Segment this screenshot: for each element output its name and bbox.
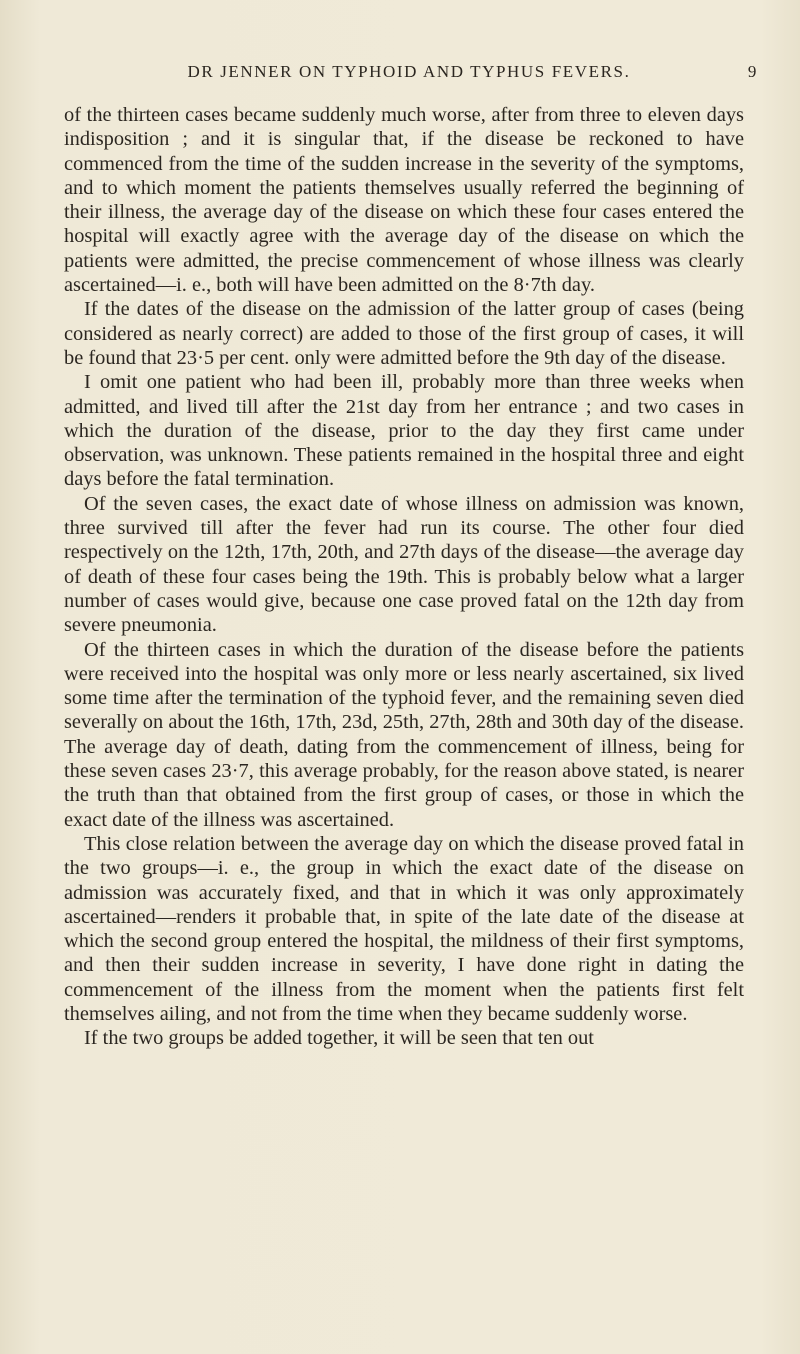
- paragraph: I omit one patient who had been ill, probably more than three weeks when admitted, and lived till after the 21st day from her entrance ; and two cases in which the duration of the disease, prior to the day they first came under observation, was unknown. These patients remained in the hospital three and eight days before the fatal termination.: [64, 371, 744, 491]
- paragraph: Of the thirteen cases in which the duration of the disease before the patients were received into the hospital was only more or less nearly ascertained, six lived some time after the termination of the typhoid fever, and the remaining seven died severally on about the 16th, 17th, 23d, 25th, 27th, 28th and 30th day of the disease. The average day of death, dating from the commencement of illness, being for these seven cases 23·7, this average probably, for the reason above stated, is nearer the truth than that obtained from the first group of cases, or those in which the exact date of the illness was ascertained.: [64, 638, 744, 831]
- running-head-title: DR JENNER ON TYPHOID AND TYPHUS FEVERS.: [187, 62, 631, 81]
- paragraph: Of the seven cases, the exact date of whose illness on admission was known, three survived till after the fever had run its course. The other four died respectively on the 12th, 17th, 20th, and 27th days of the disease—the average day of death of these four cases being the 19th. This is probably below what a larger number of cases would give, because one case proved fatal on the 12th day from severe pneumonia.: [64, 492, 744, 637]
- page-number: 9: [747, 62, 758, 81]
- paragraph: If the dates of the disease on the admission of the latter group of cases (being considered as nearly correct) are added to those of the first group of cases, it will be found that 23·5 per cent. only were admitted before the 9th day of the disease.: [64, 298, 744, 369]
- paragraph: of the thirteen cases became suddenly much worse, after from three to eleven days indisposition ; and it is singular that, if the disease be reckoned to have commenced from the time of the sudden increase in the severity of the symptoms, and to which moment the patients themselves usually referred the beginning of their illness, the average day of the disease on which these four cases entered the hospital will exactly agree with the average day of the disease on which the patients were admitted, the precise commencement of whose illness was clearly ascertained—i. e., both will have been admitted on the 8·7th day.: [64, 104, 744, 297]
- paragraph: If the two groups be added together, it will be seen that ten out: [84, 1027, 594, 1050]
- running-head: [60, 62, 758, 92]
- paragraph: This close relation between the average day on which the disease proved fatal in the two groups—i. e., the group in which the exact date of the disease on admission was accurately fixed, and that in which it was only approximately ascertained—renders it probable that, in spite of the late date of the disease at which the second group entered the hospital, the mildness of their first symptoms, and then their sudden increase in severity, I have done right in dating the commencement of the illness from the moment when the patients first felt themselves ailing, and not from the time when they became suddenly worse.: [64, 832, 744, 1025]
- body-text: [64, 103, 744, 1051]
